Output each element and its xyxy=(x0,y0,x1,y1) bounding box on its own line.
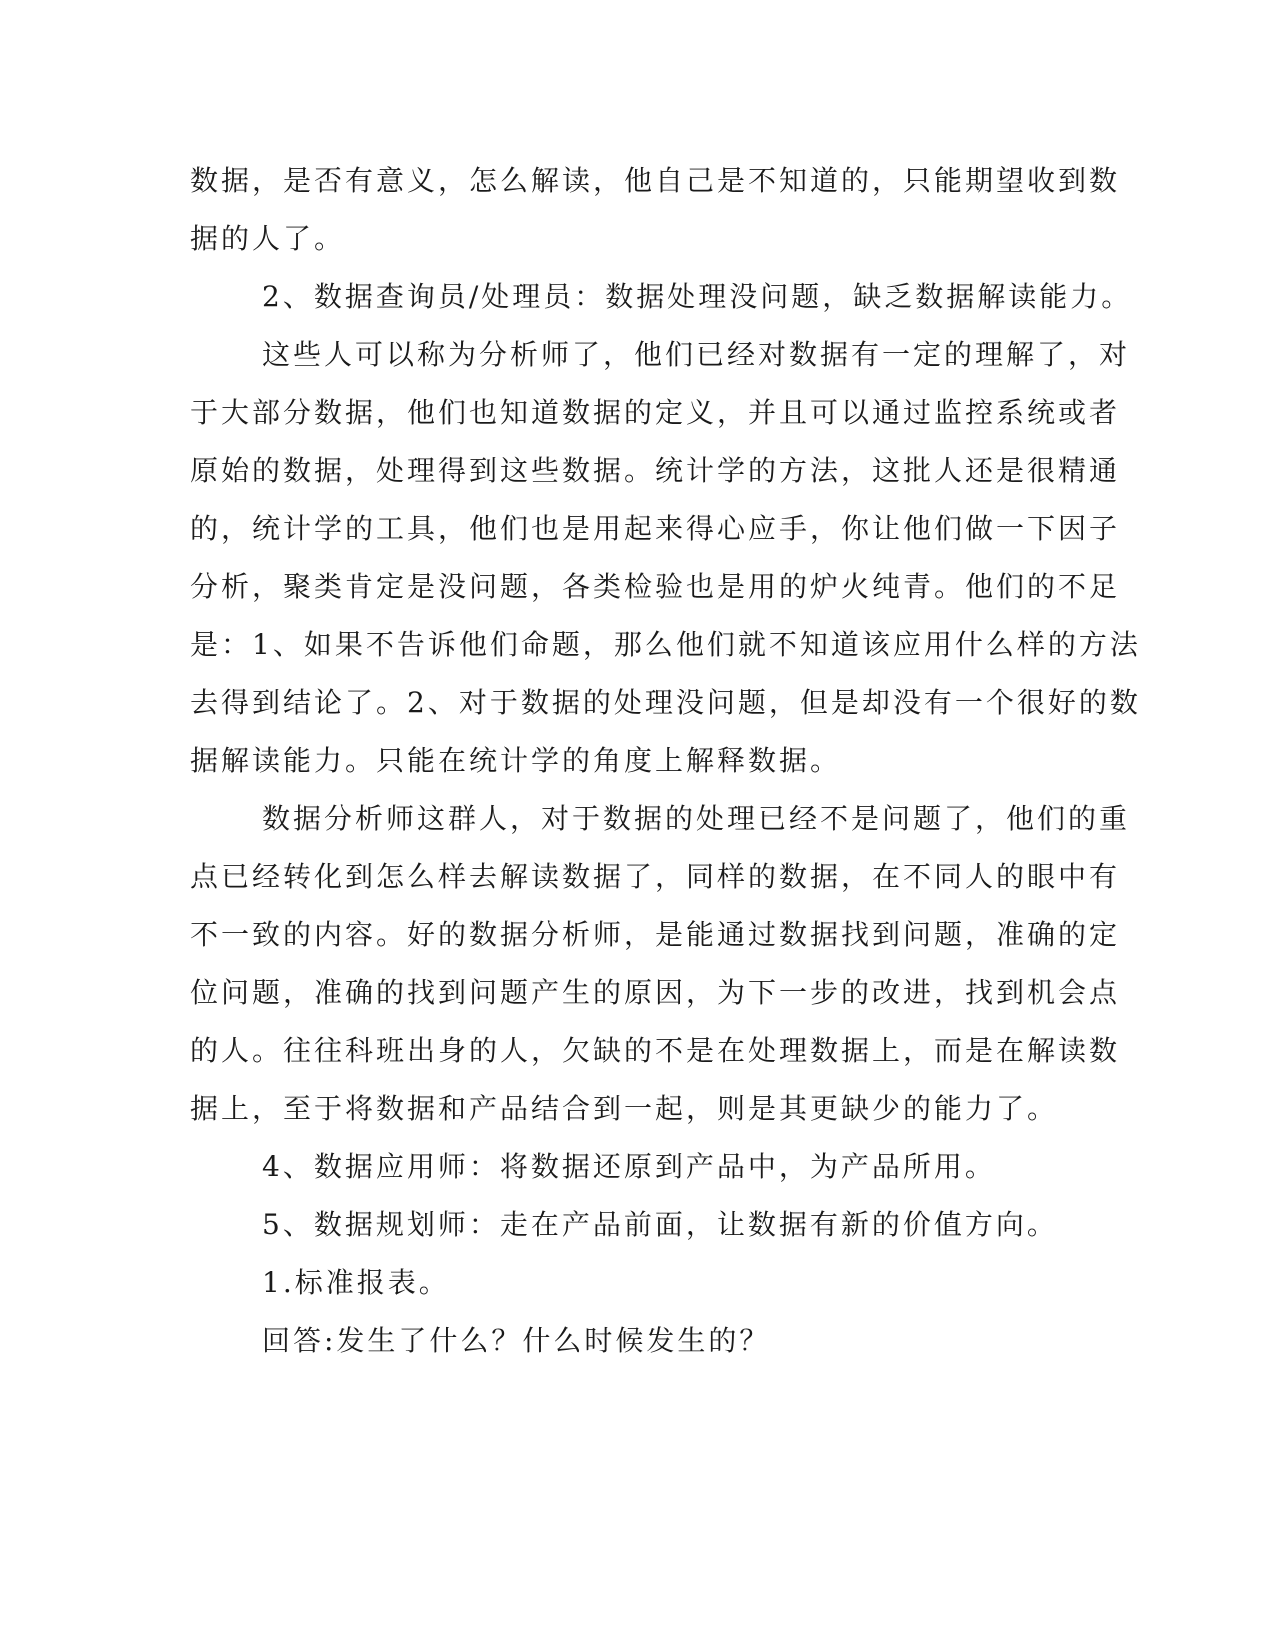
answer-line: 回答:发生了什么？什么时候发生的？ xyxy=(262,1324,771,1357)
text-line: 据的人了。 xyxy=(190,222,346,255)
text-line: 分析，聚类肯定是没问题，各类检验也是用的炉火纯青。他们的不足 xyxy=(190,570,1121,603)
text-line: 于大部分数据，他们也知道数据的定义，并且可以通过监控系统或者 xyxy=(190,396,1121,429)
list-item-heading: 2、数据查询员/处理员：数据处理没问题，缺乏数据解读能力。 xyxy=(262,280,1133,313)
text-line: 不一致的内容。好的数据分析师，是能通过数据找到问题，准确的定 xyxy=(190,918,1121,951)
text-line: 位问题，准确的找到问题产生的原因，为下一步的改进，找到机会点 xyxy=(190,976,1121,1009)
text-line: 点已经转化到怎么样去解读数据了，同样的数据，在不同人的眼中有 xyxy=(190,860,1121,893)
text-line: 据上，至于将数据和产品结合到一起，则是其更缺少的能力了。 xyxy=(190,1092,1059,1125)
text-line: 据解读能力。只能在统计学的角度上解释数据。 xyxy=(190,744,842,777)
text-line: 去得到结论了。2、对于数据的处理没问题，但是却没有一个很好的数 xyxy=(190,686,1141,719)
paragraph-first-line: 数据分析师这群人，对于数据的处理已经不是问题了，他们的重 xyxy=(262,802,1131,835)
list-item-heading: 5、数据规划师：走在产品前面，让数据有新的价值方向。 xyxy=(262,1208,1058,1241)
text-line: 数据，是否有意义，怎么解读，他自己是不知道的，只能期望收到数 xyxy=(190,164,1121,197)
text-line: 原始的数据，处理得到这些数据。统计学的方法，这批人还是很精通 xyxy=(190,454,1121,487)
text-line: 的人。往往科班出身的人，欠缺的不是在处理数据上，而是在解读数 xyxy=(190,1034,1121,1067)
paragraph-first-line: 这些人可以称为分析师了，他们已经对数据有一定的理解了，对 xyxy=(262,338,1131,371)
text-line: 的，统计学的工具，他们也是用起来得心应手，你让他们做一下因子 xyxy=(190,512,1121,545)
section-heading: 1.标准报表。 xyxy=(262,1266,450,1299)
text-line: 是：1、如果不告诉他们命题，那么他们就不知道该应用什么样的方法 xyxy=(190,628,1141,661)
list-item-heading: 4、数据应用师：将数据还原到产品中，为产品所用。 xyxy=(262,1150,996,1183)
